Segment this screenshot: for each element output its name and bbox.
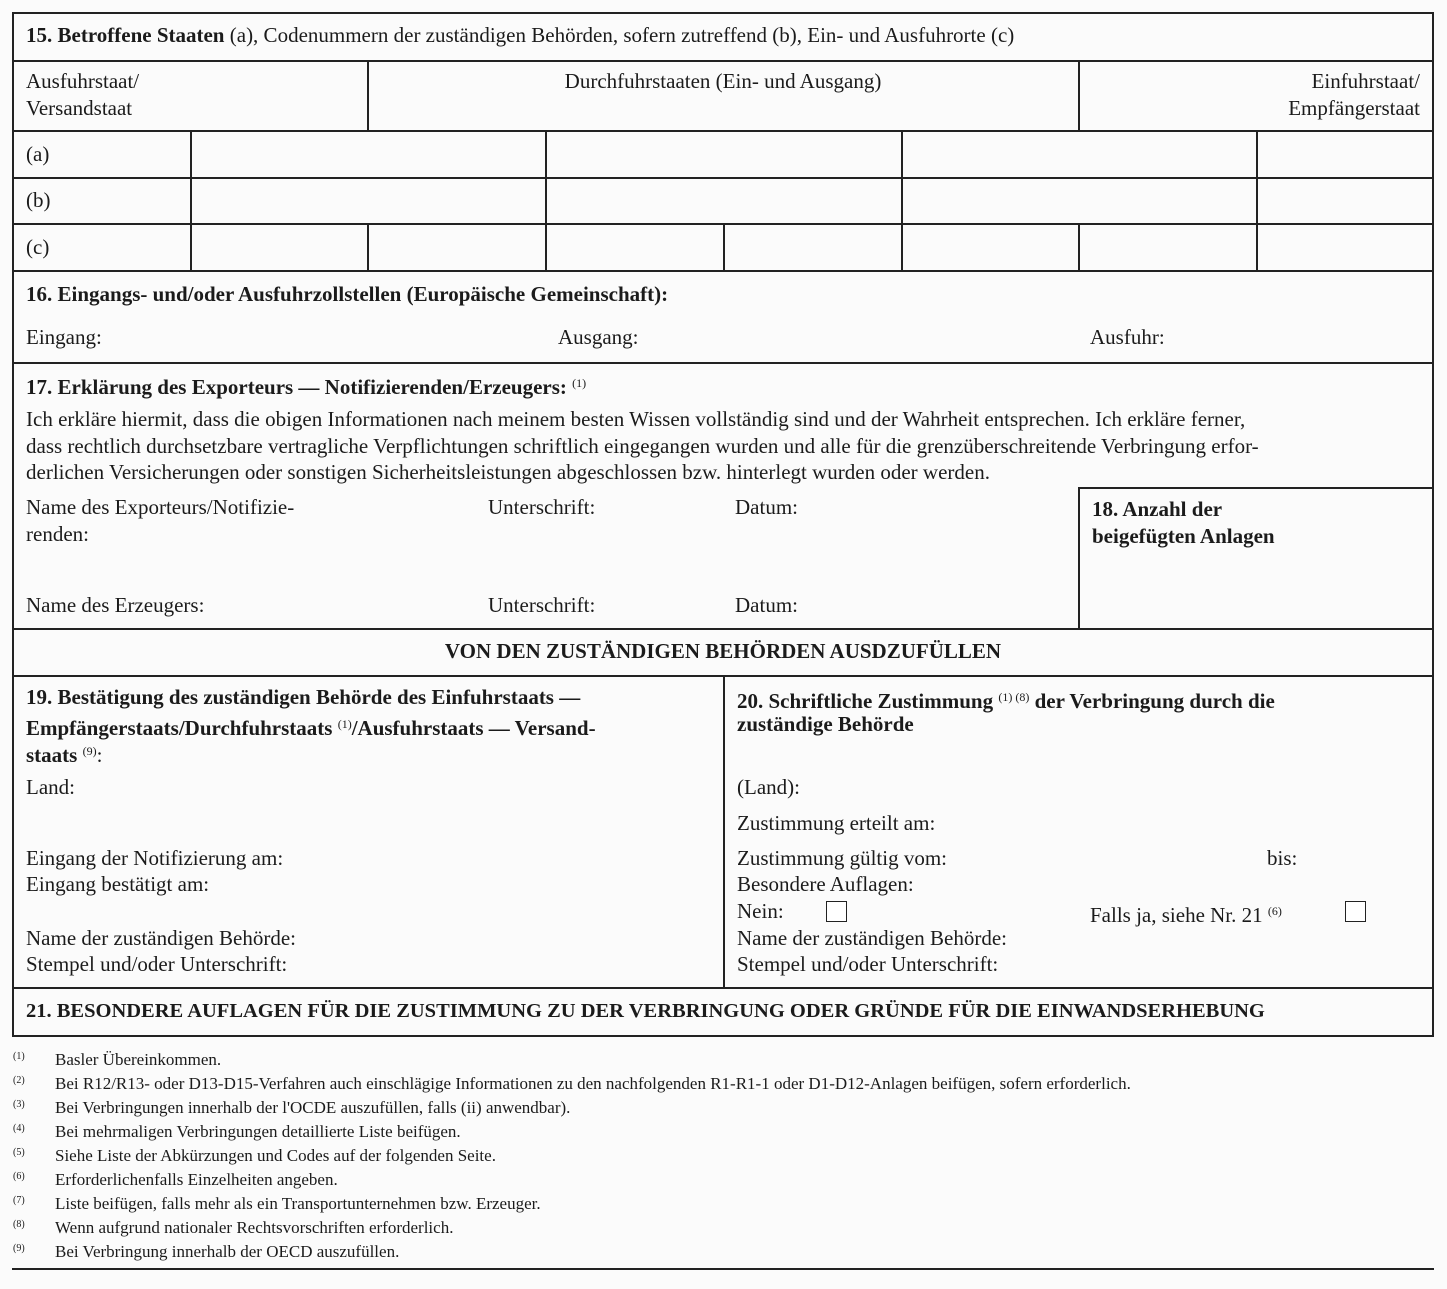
- special-conditions-label: Besondere Auflagen:: [737, 872, 914, 896]
- col-export-label-line2: Versandstaat: [26, 96, 133, 120]
- footnote: $^{(5)}$ Siehe Liste der Abkürzungen und Codes auf der folgenden Seite.: [13, 1146, 496, 1165]
- section-20-title-line1: 20. Schriftliche Zustimmung $^{(1) (8)}$ der Verbringung durch die: [737, 689, 1275, 713]
- entry-label: Eingang:: [26, 325, 102, 349]
- authority-name-label-19: Name der zuständigen Behörde:: [26, 926, 296, 950]
- consent-country-label: (Land):: [737, 775, 800, 799]
- footnote: $^{(4)}$ Bei mehrmaligen Verbringungen detaillierte Liste beifügen.: [13, 1122, 461, 1141]
- col-import-label-line2: Empfängerstaat: [1288, 96, 1420, 120]
- attachments-title-line1: 18. Anzahl der: [1092, 497, 1223, 521]
- footnote: $^{(7)}$ Liste beifügen, falls mehr als ein Transportunternehmen bzw. Erzeuger.: [13, 1194, 541, 1213]
- section-19-title-line3: staats $^{(9)}$:: [26, 743, 103, 767]
- conditions-no-label: Nein:: [737, 899, 784, 923]
- section-21-title: 21. BESONDERE AUFLAGEN FÜR DIE ZUSTIMMUNG ZU DER VERBRINGUNG ODER GRÜNDE FÜR DIE EINWANDSERHEBUNG: [26, 1000, 1265, 1022]
- notification-receipt-label: Eingang der Notifizierung am:: [26, 846, 284, 870]
- attachments-title-line2: beigefügten Anlagen: [1092, 524, 1275, 548]
- stamp-signature-label-20: Stempel und/oder Unterschrift:: [737, 952, 999, 976]
- exporter-date-label: Datum:: [735, 495, 798, 519]
- consent-valid-until-label: bis:: [1267, 846, 1298, 870]
- footnote: $^{(6)}$ Erforderlichenfalls Einzelheiten angeben.: [13, 1170, 338, 1189]
- section-16-title: 16. Eingangs- und/oder Ausfuhrzollstellen (Europäische Gemeinschaft):: [26, 282, 669, 306]
- section-15-title: 15. Betroffene Staaten (a), Codenummern der zuständigen Behörden, sofern zutreffend (b), Ein- und Ausfuhrorte (c): [26, 23, 1015, 47]
- consent-valid-from-label: Zustimmung gültig vom:: [737, 846, 948, 870]
- consent-granted-label: Zustimmung erteilt am:: [737, 811, 936, 835]
- producer-date-label: Datum:: [735, 593, 798, 617]
- producer-name-label: Name des Erzeugers:: [26, 593, 205, 617]
- exit-label: Ausgang:: [558, 325, 639, 349]
- exporter-name-label-line2: renden:: [26, 522, 89, 546]
- footnote: $^{(8)}$ Wenn aufgrund nationaler Rechtsvorschriften erforderlich.: [13, 1218, 454, 1237]
- export-label: Ausfuhr:: [1090, 325, 1165, 349]
- footnote: $^{(2)}$ Bei R12/R13- oder D13-D15-Verfahren auch einschlägige Informationen zu den nachfolgenden R1-R1-1 oder D1-D12-Anlagen beifügen, sofern erforderlich.: [13, 1074, 1131, 1093]
- exporter-name-label-line1: Name des Exporteurs/Notifizie-: [26, 495, 295, 519]
- col-transit-label: Durchfuhrstaaten (Ein- und Ausgang): [564, 69, 882, 93]
- receipt-confirmed-label: Eingang bestätigt am:: [26, 872, 210, 896]
- row-label-c: (c): [26, 235, 50, 259]
- conditions-yes-checkbox[interactable]: [1345, 901, 1366, 922]
- conditions-yes-label: Falls ja, siehe Nr. 21 $^{(6)}$: [1090, 903, 1282, 927]
- col-import-label-line1: Einfuhrstaat/: [1311, 69, 1420, 93]
- import-country-label: Land:: [26, 775, 75, 799]
- section-19-title-line1: 19. Bestätigung des zuständigen Behörde des Einfuhrstaats —: [26, 685, 581, 709]
- row-label-b: (b): [26, 188, 51, 212]
- footnote: $^{(3)}$ Bei Verbringungen innerhalb der l'OCDE auszufüllen, falls (ii) anwendbar).: [13, 1098, 571, 1117]
- section-19-title-line2: Empfängerstaats/Durchfuhrstaats $^{(1)}$/Ausfuhrstaats — Versand-: [26, 716, 596, 740]
- row-label-a: (a): [26, 142, 50, 166]
- exporter-signature-label: Unterschrift:: [488, 495, 596, 519]
- section-20-title-line2: zuständige Behörde: [737, 712, 914, 736]
- footnote: $^{(9)}$ Bei Verbringung innerhalb der OECD auszufüllen.: [13, 1242, 400, 1261]
- authority-name-label-20: Name der zuständigen Behörde:: [737, 926, 1007, 950]
- conditions-no-checkbox[interactable]: [826, 901, 847, 922]
- footnote: $^{(1)}$ Basler Übereinkommen.: [13, 1050, 222, 1069]
- authority-section-header: VON DEN ZUSTÄNDIGEN BEHÖRDEN AUSDZUFÜLLEN: [444, 639, 1002, 663]
- declaration-text: Ich erkläre hiermit, dass die obigen Informationen nach meinem besten Wissen vollständig sind und der Wahrheit entsprechen. Ich erkläre ferner, dass rechtlich durchsetzbare vertragliche Verpflichtungen schriftlich eingegangen wurden und alle für die grenzüberschreitende Verbringung erfor- derlichen Versicherungen oder sonstigen Sicherheitsleistungen abgeschlossen bzw. hinterlegt wurden oder werden.: [26, 407, 1259, 484]
- col-export-label-line1: Ausfuhrstaat/: [26, 69, 140, 93]
- section-17-title: 17. Erklärung des Exporteurs — Notifizierenden/Erzeugers: $^{(1)}$: [26, 375, 587, 399]
- stamp-signature-label-19: Stempel und/oder Unterschrift:: [26, 952, 288, 976]
- producer-signature-label: Unterschrift:: [488, 593, 596, 617]
